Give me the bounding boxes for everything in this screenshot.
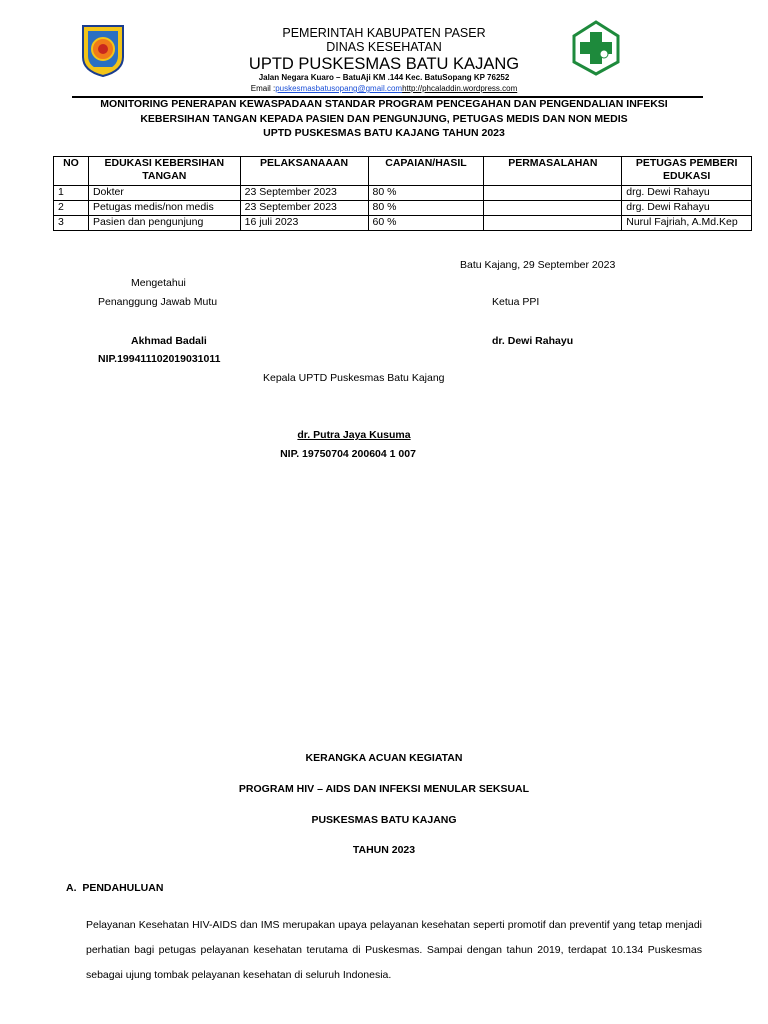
section-title: PENDAHULUAN — [82, 882, 164, 894]
col-header-pelaksanaan: PELAKSANAAAN — [240, 157, 368, 186]
pendahuluan-paragraph: Pelayanan Kesehatan HIV-AIDS dan IMS merupakan upaya pelayanan kesehatan seperti promotif dan preventif yang tetap menjadi perhatian bagi petugas pelayanan kesehatan terutama di Puskesmas. Sampai dengan tahun 2019, terdapat 10.134 Puskesmas sebagai ujung tombak pelayanan kesehatan di seluruh Indonesia. — [86, 919, 702, 981]
col-header-petugas: PETUGAS PEMBERI EDUKASI — [622, 157, 752, 186]
regency-crest-icon — [80, 23, 126, 77]
col-header-no: NO — [54, 157, 89, 186]
section-heading — [66, 882, 163, 895]
cell-no: 2 — [54, 201, 89, 216]
mengetahui-label: Mengetahui — [131, 277, 186, 289]
letterhead-line1: PEMERINTAH KABUPATEN PASER — [282, 26, 486, 40]
email-link[interactable]: puskesmasbatusopang@gmail.com — [275, 84, 403, 93]
cell-permasalahan — [484, 186, 622, 201]
col-header-capaian: CAPAIAN/HASIL — [368, 157, 484, 186]
cell-edukasi: Petugas medis/non medis — [88, 201, 240, 216]
cell-permasalahan — [484, 216, 622, 231]
cell-petugas: drg. Dewi Rahayu — [622, 186, 752, 201]
letterhead-address: Jalan Negara Kuaro – BatuAji KM .144 Kec. BatuSopang KP 76252 — [258, 73, 510, 82]
cell-edukasi: Pasien dan pengunjung — [88, 216, 240, 231]
left-signer-name: Akhmad Badali — [131, 335, 207, 347]
table-header-row — [54, 157, 752, 186]
cell-pelaksanaan: 16 juli 2023 — [240, 216, 368, 231]
cell-pelaksanaan: 23 September 2023 — [240, 201, 368, 216]
cell-no: 1 — [54, 186, 89, 201]
place-date: Batu Kajang, 29 September 2023 — [460, 259, 616, 271]
cell-capaian: 80 % — [368, 186, 484, 201]
table-row — [54, 201, 752, 216]
letterhead-line2: DINAS KESEHATAN — [326, 40, 442, 54]
letterhead-contact — [160, 84, 608, 94]
kak-title-line2: PROGRAM HIV – AIDS DAN INFEKSI MENULAR SEKSUAL — [238, 783, 530, 795]
col-header-edukasi: EDUKASI KEBERSIHAN TANGAN — [88, 157, 240, 186]
monitoring-table — [53, 156, 752, 231]
center-signer-nip: NIP. 19750704 200604 1 007 — [280, 448, 416, 460]
cell-pelaksanaan: 23 September 2023 — [240, 186, 368, 201]
cell-petugas: drg. Dewi Rahayu — [622, 201, 752, 216]
left-signer-role: Penanggung Jawab Mutu — [98, 296, 218, 308]
col-header-permasalahan: PERMASALAHAN — [484, 157, 622, 186]
kak-title-line1: KERANGKA ACUAN KEGIATAN — [305, 752, 463, 764]
right-signer-name: dr. Dewi Rahayu — [492, 335, 574, 347]
table-row — [54, 216, 752, 231]
monitoring-title-line3: UPTD PUSKESMAS BATU KAJANG TAHUN 2023 — [263, 127, 505, 139]
cell-capaian: 80 % — [368, 201, 484, 216]
cell-capaian: 60 % — [368, 216, 484, 231]
right-signer-role: Ketua PPI — [492, 296, 540, 308]
cell-permasalahan — [484, 201, 622, 216]
cell-petugas: Nurul Fajriah, A.Md.Kep — [622, 216, 752, 231]
table-row — [54, 186, 752, 201]
monitoring-title-line2: KEBERSIHAN TANGAN KEPADA PASIEN DAN PENGUNJUNG, PETUGAS MEDIS DAN NON MEDIS — [140, 113, 628, 125]
center-signer-name: dr. Putra Jaya Kusuma — [297, 429, 411, 441]
left-signer-nip: NIP.199411102019031011 — [98, 353, 221, 365]
cell-edukasi: Dokter — [88, 186, 240, 201]
letterhead-line3: UPTD PUSKESMAS BATU KAJANG — [248, 55, 520, 73]
section-letter: A. — [66, 882, 77, 894]
monitoring-title-line1: MONITORING PENERAPAN KEWASPADAAN STANDAR PROGRAM PENCEGAHAN DAN PENGENDALIAN INFEKSI — [100, 98, 668, 110]
website-link[interactable]: http://phcaladdin.wordpress.com — [402, 84, 518, 93]
kak-title-line3: PUSKESMAS BATU KAJANG — [311, 814, 457, 826]
center-signer-role: Kepala UPTD Puskesmas Batu Kajang — [263, 372, 445, 384]
cell-no: 3 — [54, 216, 89, 231]
kak-title-line4: TAHUN 2023 — [352, 844, 416, 856]
puskesmas-cross-icon — [571, 20, 621, 76]
email-label: Email : — [250, 84, 276, 93]
